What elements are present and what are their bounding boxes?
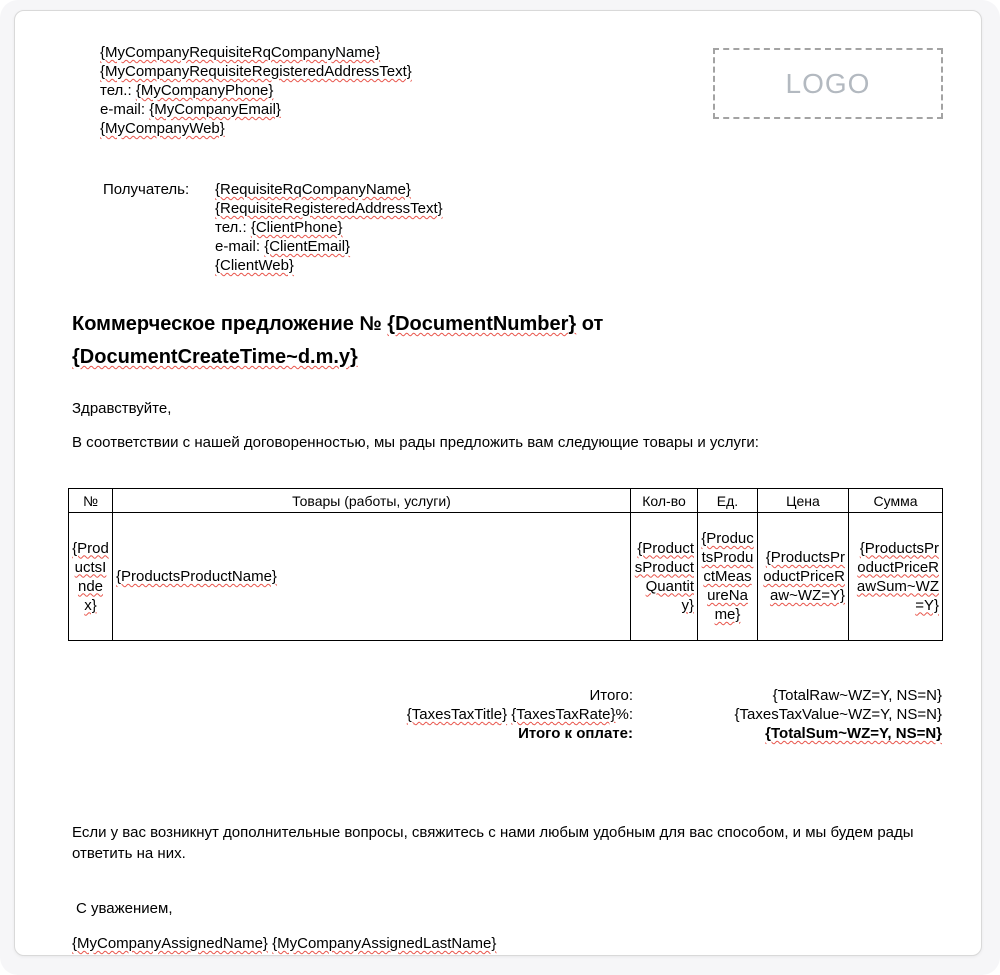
placeholder-product-quantity: {ProductsProductQuantity} bbox=[634, 539, 694, 614]
placeholder-document-date: {DocumentCreateTime~d.m.y} bbox=[72, 346, 358, 368]
tax-row bbox=[68, 705, 942, 724]
placeholder-assigned-first-name: {MyCompanyAssignedName} bbox=[72, 935, 268, 952]
greeting-text: Здравствуйте, bbox=[72, 400, 172, 417]
intro-text: В соответствии с нашей договоренностью, мы рады предложить вам следующие товары и услуги: bbox=[72, 434, 759, 451]
grand-total-row bbox=[68, 724, 942, 743]
placeholder-sender-phone: {MyCompanyPhone} bbox=[135, 82, 274, 99]
title-prefix: Коммерческое предложение № bbox=[72, 313, 388, 335]
recipient-phone bbox=[215, 218, 443, 237]
recipient-email-label: e-mail: bbox=[215, 238, 265, 255]
recipient-address bbox=[215, 199, 443, 218]
recipient-phone-label: тел.: bbox=[215, 219, 251, 236]
grand-total-value bbox=[633, 724, 942, 743]
placeholder-recipient-email: {ClientEmail} bbox=[264, 238, 351, 255]
subtotal-value: {TotalRaw~WZ=Y, NS=N} bbox=[772, 687, 942, 704]
cell-product-price bbox=[758, 513, 849, 641]
subtotal-label: Итого: bbox=[589, 687, 633, 704]
products-table-header-row bbox=[69, 489, 943, 513]
signature-line bbox=[72, 934, 981, 953]
placeholder-recipient-company-name: {RequisiteRqCompanyName} bbox=[215, 181, 411, 198]
placeholder-assigned-last-name: {MyCompanyAssignedLastName} bbox=[272, 935, 497, 952]
placeholder-sender-web: {MyCompanyWeb} bbox=[100, 120, 225, 137]
signoff-text: С уважением, bbox=[76, 900, 173, 917]
grand-total-label: Итого к оплате: bbox=[518, 725, 633, 742]
placeholder-product-index: {ProductsIndex} bbox=[72, 539, 109, 614]
column-header-quantity: Кол-во bbox=[631, 489, 698, 513]
column-header-number: № bbox=[69, 489, 113, 513]
logo-placeholder bbox=[713, 48, 943, 119]
document-title bbox=[72, 308, 692, 374]
placeholder-recipient-phone: {ClientPhone} bbox=[250, 219, 343, 236]
cell-product-index bbox=[69, 513, 113, 641]
column-header-unit: Ед. bbox=[698, 489, 758, 513]
column-header-price: Цена bbox=[758, 489, 849, 513]
products-table bbox=[68, 488, 943, 641]
placeholder-product-unit: {ProductsProductMeasureName} bbox=[701, 530, 754, 623]
logo-text: LOGO bbox=[785, 67, 871, 99]
subtotal-row bbox=[68, 686, 942, 705]
tax-value: {TaxesTaxValue~WZ=Y, NS=N} bbox=[734, 706, 942, 723]
cell-product-name bbox=[113, 513, 631, 641]
sender-phone-label: тел.: bbox=[100, 82, 136, 99]
placeholder-grand-total: {TotalSum~WZ=Y, NS=N} bbox=[765, 725, 942, 742]
placeholder-document-number: {DocumentNumber} bbox=[387, 313, 577, 335]
placeholder-sender-address: {MyCompanyRequisiteRegisteredAddressText} bbox=[100, 63, 412, 80]
placeholder-sender-email: {MyCompanyEmail} bbox=[149, 101, 281, 118]
tax-suffix: %: bbox=[615, 706, 633, 723]
recipient-values bbox=[215, 180, 443, 275]
placeholder-recipient-address: {RequisiteRegisteredAddressText} bbox=[215, 200, 443, 217]
cell-product-unit bbox=[698, 513, 758, 641]
placeholder-tax-rate: {TaxesTaxRate} bbox=[511, 706, 616, 723]
sender-email-label: e-mail: bbox=[100, 101, 150, 118]
placeholder-product-sum: {ProductsProductPriceRawSum~WZ=Y} bbox=[856, 539, 939, 614]
placeholder-product-name: {ProductsProductName} bbox=[116, 568, 277, 585]
recipient-company-name bbox=[215, 180, 443, 199]
recipient-email bbox=[215, 237, 443, 256]
placeholder-recipient-web: {ClientWeb} bbox=[215, 257, 294, 274]
closing-text: Если у вас возникнут дополнительные вопросы, свяжитесь с нами любым удобным для вас способом, и мы будем рады ответить на них. bbox=[72, 824, 914, 862]
product-template-row bbox=[69, 513, 943, 641]
cell-product-sum bbox=[849, 513, 943, 641]
document-page bbox=[14, 10, 982, 956]
totals-block bbox=[68, 686, 942, 743]
column-header-goods: Товары (работы, услуги) bbox=[113, 489, 631, 513]
placeholder-product-price: {ProductsProductPriceRaw~WZ=Y} bbox=[763, 549, 845, 604]
placeholder-tax-title: {TaxesTaxTitle} bbox=[406, 706, 508, 723]
recipient-web bbox=[215, 256, 443, 275]
column-header-sum: Сумма bbox=[849, 489, 943, 513]
cell-product-quantity bbox=[631, 513, 698, 641]
tax-label bbox=[68, 705, 633, 724]
placeholder-sender-company-name: {MyCompanyRequisiteRqCompanyName} bbox=[100, 44, 381, 61]
title-middle: от bbox=[576, 313, 604, 335]
recipient-block bbox=[103, 180, 981, 275]
sender-web bbox=[100, 119, 981, 138]
recipient-label: Получатель: bbox=[103, 181, 190, 198]
